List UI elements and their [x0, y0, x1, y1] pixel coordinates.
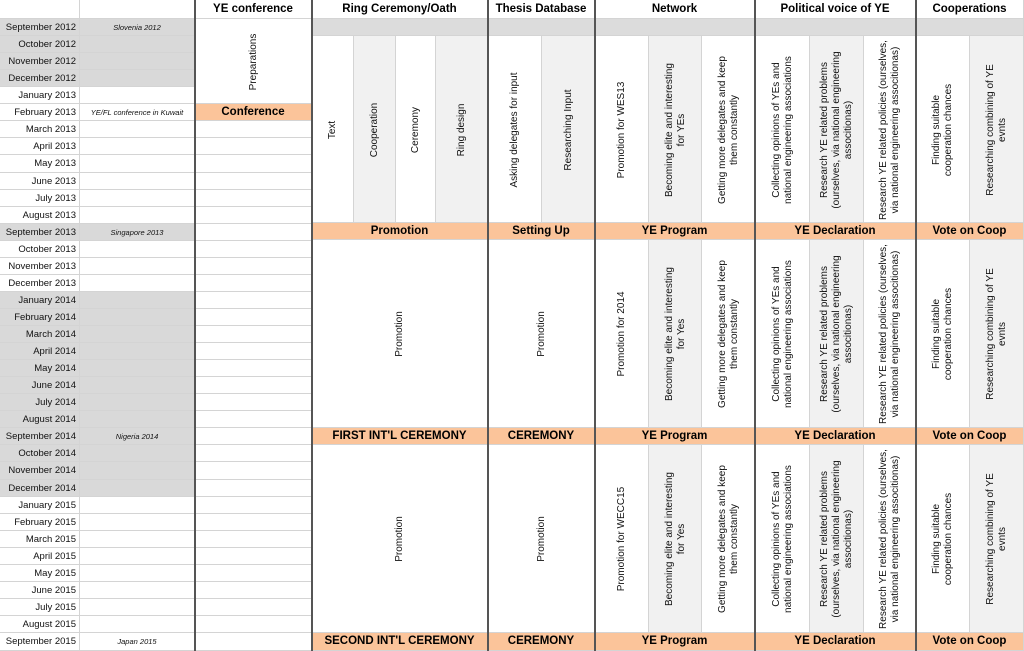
month-cell[interactable]: September 2014	[0, 428, 80, 445]
event-cell[interactable]: Slovenia 2012	[80, 19, 195, 36]
month-cell[interactable]: April 2013	[0, 138, 80, 155]
header-political-voice[interactable]: Political voice of YE	[755, 0, 916, 19]
month-cell[interactable]: February 2015	[0, 514, 80, 531]
coop-finding-task[interactable]	[916, 36, 970, 223]
y3-ring-promotion-cell[interactable]	[312, 445, 488, 633]
thesis-asking-task[interactable]	[488, 36, 542, 223]
event-cell[interactable]: Japan 2015	[80, 633, 195, 651]
ye-conference-cell[interactable]	[195, 121, 312, 138]
event-cell[interactable]	[80, 275, 195, 292]
y2-network-elite-task[interactable]	[649, 240, 702, 428]
y3-network-delegates-task[interactable]	[702, 445, 755, 633]
milestone1-network[interactable]: YE Program	[595, 223, 755, 240]
ye-conference-cell[interactable]	[195, 582, 312, 599]
section-divider	[487, 0, 489, 651]
header-ye-conference[interactable]: YE conference	[195, 0, 312, 19]
month-cell[interactable]: March 2013	[0, 121, 80, 138]
milestone1-political[interactable]: YE Declaration	[755, 223, 916, 240]
month-cell[interactable]: April 2015	[0, 548, 80, 565]
event-cell[interactable]	[80, 173, 195, 190]
ye-conference-cell[interactable]	[195, 343, 312, 360]
milestone3-political[interactable]: YE Declaration	[755, 633, 916, 651]
y3-political-collecting-label: Collecting opinions of YEs and national engineering associations	[770, 465, 794, 613]
ye-conference-cell[interactable]	[195, 616, 312, 633]
y2-coop-finding-label: Finding suitable cooperation chances	[931, 287, 954, 381]
ye-conference-cell[interactable]	[195, 462, 312, 480]
political-policies-task[interactable]	[864, 36, 916, 223]
political-collecting-task[interactable]	[755, 36, 810, 223]
event-cell[interactable]	[80, 548, 195, 565]
section-divider	[194, 0, 196, 651]
milestone3-ring[interactable]: SECOND INT'L CEREMONY	[312, 633, 488, 651]
month-cell[interactable]: January 2015	[0, 497, 80, 514]
ye-conference-cell[interactable]	[195, 173, 312, 190]
ye-conference-cell[interactable]	[195, 394, 312, 411]
month-cell[interactable]: January 2013	[0, 87, 80, 104]
ring-cooperation-label: Cooperation	[369, 102, 380, 157]
event-cell[interactable]	[80, 514, 195, 531]
network-promo-task[interactable]	[595, 36, 649, 223]
section-divider	[754, 0, 756, 651]
event-cell[interactable]	[80, 531, 195, 548]
ye-conference-cell[interactable]	[195, 411, 312, 428]
network-promo-label: Promotion for WES13	[616, 81, 627, 178]
y2-ring-promotion-label: Promotion	[394, 311, 405, 357]
event-cell[interactable]	[80, 377, 195, 394]
ye-conference-cell[interactable]	[195, 377, 312, 394]
y3-network-elite-task[interactable]	[649, 445, 702, 633]
y2-ring-promotion-cell[interactable]	[312, 240, 488, 428]
ring-text-task[interactable]	[312, 36, 354, 223]
month-cell[interactable]: July 2014	[0, 394, 80, 411]
month-cell[interactable]: November 2012	[0, 53, 80, 70]
month-cell[interactable]: December 2014	[0, 480, 80, 497]
ye-conference-cell[interactable]	[195, 155, 312, 173]
month-cell[interactable]: November 2013	[0, 258, 80, 275]
ye-preparations-text: Preparations	[247, 33, 259, 90]
y3-thesis-promotion-label: Promotion	[535, 516, 547, 562]
ring-design-label: Ring design	[456, 103, 467, 156]
ye-conference-milestone[interactable]: Conference	[195, 104, 312, 121]
ye-conference-cell[interactable]	[195, 190, 312, 207]
month-cell[interactable]: February 2014	[0, 309, 80, 326]
milestone1-ring[interactable]: Promotion	[312, 223, 488, 240]
ye-conference-cell[interactable]	[195, 548, 312, 565]
ye-conference-cell[interactable]	[195, 531, 312, 548]
sept-2012-band	[312, 19, 1024, 36]
y3-political-policies-label: Research YE related policies (ourselves, via national engineering associtionas)	[878, 449, 901, 629]
milestone2-coop[interactable]: Vote on Coop	[916, 428, 1024, 445]
month-cell[interactable]: March 2014	[0, 326, 80, 343]
month-cell[interactable]: July 2015	[0, 599, 80, 616]
ye-preparations-cell[interactable]	[195, 19, 312, 104]
event-cell[interactable]	[80, 241, 195, 258]
y2-coop-researching-task[interactable]	[970, 240, 1024, 428]
month-cell[interactable]: January 2014	[0, 292, 80, 309]
month-cell[interactable]: June 2014	[0, 377, 80, 394]
section-divider	[915, 0, 917, 651]
event-cell[interactable]	[80, 36, 195, 53]
coop-finding-label: Finding suitable cooperation chances	[931, 83, 954, 176]
milestone3-network[interactable]: YE Program	[595, 633, 755, 651]
event-cell[interactable]	[80, 394, 195, 411]
month-cell[interactable]: September 2015	[0, 633, 80, 651]
network-delegates-label: Getting more delegates and keep them constantly	[716, 55, 740, 204]
y2-network-elite-label: Becoming elite and interesting for Yes	[663, 267, 687, 401]
section-divider	[594, 0, 596, 651]
political-problems-task[interactable]	[810, 36, 864, 223]
thesis-researching-label: Researching Input	[562, 88, 574, 171]
ring-design-task[interactable]	[436, 36, 488, 223]
y3-coop-finding-label: Finding suitable cooperation chances	[931, 492, 954, 586]
y2-political-collecting-label: Collecting opinions of YEs and national engineering associations	[770, 260, 794, 408]
ye-conference-cell[interactable]	[195, 326, 312, 343]
network-elite-label: Becoming elite and interesting for YEs	[663, 62, 687, 197]
event-cell[interactable]	[80, 258, 195, 275]
month-cell[interactable]: November 2014	[0, 462, 80, 480]
month-cell[interactable]: June 2015	[0, 582, 80, 599]
ye-conference-cell[interactable]	[195, 258, 312, 275]
month-cell[interactable]: May 2013	[0, 155, 80, 173]
y3-network-delegates-label: Getting more delegates and keep them constantly	[716, 465, 740, 613]
month-cell[interactable]: August 2015	[0, 616, 80, 633]
ye-conference-cell[interactable]	[195, 514, 312, 531]
thesis-asking-label: Asking delegates for input	[509, 71, 520, 188]
milestone2-political[interactable]: YE Declaration	[755, 428, 916, 445]
milestone2-network[interactable]: YE Program	[595, 428, 755, 445]
milestone1-coop[interactable]: Vote on Coop	[916, 223, 1024, 240]
header-corner-month[interactable]	[0, 0, 80, 19]
event-cell[interactable]	[80, 497, 195, 514]
y3-network-elite-label: Becoming elite and interesting for Yes	[663, 472, 687, 606]
milestone3-coop[interactable]: Vote on Coop	[916, 633, 1024, 651]
ye-conference-cell[interactable]	[195, 138, 312, 155]
month-cell[interactable]: August 2014	[0, 411, 80, 428]
ye-conference-cell[interactable]	[195, 275, 312, 292]
ye-conference-cell[interactable]	[195, 360, 312, 377]
y3-network-promo-task[interactable]	[595, 445, 649, 633]
header-corner-event[interactable]	[80, 0, 195, 19]
event-cell[interactable]	[80, 121, 195, 138]
ye-conference-cell[interactable]	[195, 445, 312, 462]
event-cell[interactable]	[80, 326, 195, 343]
event-cell[interactable]	[80, 207, 195, 224]
y2-political-problems-task[interactable]	[810, 240, 864, 428]
y2-political-policies-task[interactable]	[864, 240, 916, 428]
y3-political-collecting-task[interactable]	[755, 445, 810, 633]
event-cell[interactable]	[80, 190, 195, 207]
month-cell[interactable]: March 2015	[0, 531, 80, 548]
coop-researching-label: Researching combining of YE evnts	[985, 63, 1008, 196]
event-cell[interactable]	[80, 411, 195, 428]
event-cell[interactable]	[80, 480, 195, 497]
ye-conference-cell[interactable]	[195, 497, 312, 514]
event-cell[interactable]	[80, 155, 195, 173]
month-cell[interactable]: February 2013	[0, 104, 80, 121]
month-cell[interactable]: May 2015	[0, 565, 80, 582]
ring-cooperation-task[interactable]	[354, 36, 396, 223]
event-cell[interactable]	[80, 616, 195, 633]
event-cell[interactable]	[80, 292, 195, 309]
month-cell[interactable]: August 2013	[0, 207, 80, 224]
header-thesis-database[interactable]: Thesis Database	[488, 0, 595, 19]
political-policies-label: Research YE related policies (ourselves, via national engineering associtionas)	[878, 39, 901, 220]
political-problems-label: Research YE related problems (ourselves, via national engineering associtionas)	[819, 50, 854, 209]
thesis-researching-task[interactable]	[542, 36, 595, 223]
ye-conference-cell[interactable]	[195, 309, 312, 326]
y3-coop-researching-task[interactable]	[970, 445, 1024, 633]
section-divider	[311, 0, 313, 651]
month-cell[interactable]: December 2013	[0, 275, 80, 292]
header-network[interactable]: Network	[595, 0, 755, 19]
event-cell[interactable]	[80, 53, 195, 70]
milestone2-ring[interactable]: FIRST INT'L CEREMONY	[312, 428, 488, 445]
month-cell[interactable]: July 2013	[0, 190, 80, 207]
month-cell[interactable]: December 2012	[0, 70, 80, 87]
y2-thesis-promotion-cell[interactable]	[488, 240, 595, 428]
header-cooperations[interactable]: Cooperations	[916, 0, 1024, 19]
ye-conference-cell[interactable]	[195, 428, 312, 445]
event-cell[interactable]: Singapore 2013	[80, 224, 195, 241]
coop-researching-task[interactable]	[970, 36, 1024, 223]
ye-conference-cell[interactable]	[195, 241, 312, 258]
ye-conference-cell[interactable]	[195, 565, 312, 582]
month-cell[interactable]: October 2012	[0, 36, 80, 53]
ye-conference-cell[interactable]	[195, 207, 312, 224]
ring-ceremony-task[interactable]	[396, 36, 436, 223]
milestone2-thesis[interactable]: CEREMONY	[488, 428, 595, 445]
event-cell[interactable]	[80, 87, 195, 104]
y3-political-problems-task[interactable]	[810, 445, 864, 633]
event-cell[interactable]	[80, 70, 195, 87]
header-ring-ceremony[interactable]: Ring Ceremony/Oath	[312, 0, 488, 19]
y3-coop-researching-label: Researching combining of YE evnts	[985, 473, 1008, 605]
political-collecting-label: Collecting opinions of YEs and national engineering associations	[770, 55, 794, 204]
ye-conference-cell[interactable]	[195, 480, 312, 497]
event-cell[interactable]	[80, 565, 195, 582]
y3-ring-promotion-label: Promotion	[394, 516, 405, 562]
event-cell[interactable]	[80, 138, 195, 155]
network-delegates-task[interactable]	[702, 36, 755, 223]
y3-political-problems-label: Research YE related problems (ourselves, via national engineering associtionas)	[819, 460, 854, 618]
event-cell[interactable]	[80, 582, 195, 599]
milestone1-thesis[interactable]: Setting Up	[488, 223, 595, 240]
y3-network-promo-label: Promotion for WECC15	[616, 486, 627, 592]
ring-text-label: Text	[327, 120, 338, 139]
y2-coop-finding-task[interactable]	[916, 240, 970, 428]
month-cell[interactable]: October 2014	[0, 445, 80, 462]
ye-conference-cell[interactable]	[195, 599, 312, 616]
milestone3-thesis[interactable]: CEREMONY	[488, 633, 595, 651]
event-cell[interactable]	[80, 462, 195, 480]
y2-political-collecting-task[interactable]	[755, 240, 810, 428]
event-cell[interactable]	[80, 599, 195, 616]
event-cell[interactable]	[80, 360, 195, 377]
y2-political-policies-label: Research YE related policies (ourselves, via national engineering associtionas)	[878, 244, 901, 424]
ye-conference-cell[interactable]	[195, 633, 312, 651]
y2-network-promo-label: Promotion for 2014	[616, 291, 627, 377]
month-cell[interactable]: October 2013	[0, 241, 80, 258]
ring-ceremony-label: Ceremony	[410, 106, 421, 153]
event-cell[interactable]	[80, 343, 195, 360]
y2-political-problems-label: Research YE related problems (ourselves, via national engineering associtionas)	[819, 255, 854, 413]
month-cell[interactable]: September 2012	[0, 19, 80, 36]
y3-political-policies-task[interactable]	[864, 445, 916, 633]
month-cell[interactable]: April 2014	[0, 343, 80, 360]
ye-conference-cell[interactable]	[195, 292, 312, 309]
event-cell[interactable]: YE/FL conference in Kuwait	[80, 104, 195, 121]
y2-network-delegates-label: Getting more delegates and keep them constantly	[716, 260, 740, 408]
y2-coop-researching-label: Researching combining of YE evnts	[985, 268, 1008, 400]
event-cell[interactable]	[80, 309, 195, 326]
y2-network-promo-task[interactable]	[595, 240, 649, 428]
event-cell[interactable]	[80, 445, 195, 462]
y3-coop-finding-task[interactable]	[916, 445, 970, 633]
month-cell[interactable]: June 2013	[0, 173, 80, 190]
y2-network-delegates-task[interactable]	[702, 240, 755, 428]
ye-conference-cell[interactable]	[195, 224, 312, 241]
event-cell[interactable]: Nigeria 2014	[80, 428, 195, 445]
y2-thesis-promotion-label: Promotion	[535, 311, 547, 357]
month-cell[interactable]: September 2013	[0, 224, 80, 241]
month-cell[interactable]: May 2014	[0, 360, 80, 377]
network-elite-task[interactable]	[649, 36, 702, 223]
y3-thesis-promotion-cell[interactable]	[488, 445, 595, 633]
